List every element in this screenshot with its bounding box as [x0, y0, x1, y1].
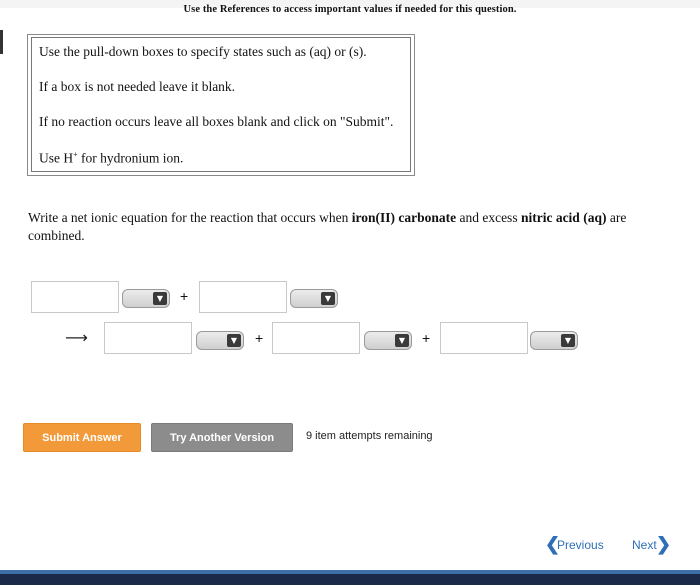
left-edge-marker: [0, 30, 3, 54]
instruction-line-4-suffix: for hydronium ion.: [77, 150, 184, 166]
chevron-down-icon: ▼: [153, 292, 167, 305]
chevron-down-icon: ▼: [395, 334, 409, 347]
submit-answer-button[interactable]: Submit Answer: [23, 423, 141, 452]
reactant-1: iron(II) carbonate: [351, 210, 457, 225]
try-another-version-button[interactable]: Try Another Version: [151, 423, 293, 452]
attempts-remaining: 9 item attempts remaining: [306, 430, 433, 442]
next-link[interactable]: [632, 534, 672, 554]
instruction-line-1: Use the pull-down boxes to specify states such as (aq) or (s).: [39, 44, 367, 59]
instruction-line-3: If no reaction occurs leave all boxes blank and click on "Submit".: [39, 114, 394, 129]
product-3-input[interactable]: [440, 322, 528, 354]
plus-sign: +: [180, 288, 189, 304]
instruction-line-2: If a box is not needed leave it blank.: [39, 79, 236, 94]
chevron-left-icon: ❮: [545, 534, 561, 554]
reactant-2-input[interactable]: [199, 281, 287, 313]
previous-label: Previous: [557, 538, 604, 552]
reactant-1-input[interactable]: [31, 281, 119, 313]
bottom-bar: [0, 574, 700, 585]
instruction-line-4-prefix: Use H: [39, 150, 74, 166]
product-1-input[interactable]: [104, 322, 192, 354]
question-part-1: Write a net ionic equation for the reaction that occurs when: [28, 210, 352, 225]
chevron-down-icon: ▼: [561, 334, 575, 347]
reactant-1-state-select[interactable]: [122, 289, 170, 308]
chevron-down-icon: ▼: [227, 334, 241, 347]
instruction-line-4: [39, 150, 183, 167]
question-part-3: are combined.: [28, 210, 627, 243]
question-text: [28, 209, 658, 245]
chevron-down-icon: ▼: [321, 292, 335, 305]
product-1-state-select[interactable]: [196, 331, 244, 350]
reaction-arrow-icon: ⟶: [65, 328, 88, 347]
question-part-2: and excess: [456, 210, 521, 225]
product-2-input[interactable]: [272, 322, 360, 354]
previous-link[interactable]: [545, 534, 604, 554]
reactant-2: nitric acid (aq): [520, 210, 607, 225]
next-label: Next: [632, 538, 657, 552]
product-3-state-select[interactable]: [530, 331, 578, 350]
references-notice: Use the References to access important values if needed for this question.: [183, 4, 517, 15]
instructions-box: [27, 34, 415, 176]
product-2-state-select[interactable]: [364, 331, 412, 350]
instructions-inner: [31, 37, 411, 172]
hydronium-charge: +: [73, 150, 78, 159]
plus-sign: +: [422, 330, 431, 346]
chevron-right-icon: ❯: [656, 534, 672, 554]
plus-sign: +: [255, 330, 264, 346]
reactant-2-state-select[interactable]: [290, 289, 338, 308]
